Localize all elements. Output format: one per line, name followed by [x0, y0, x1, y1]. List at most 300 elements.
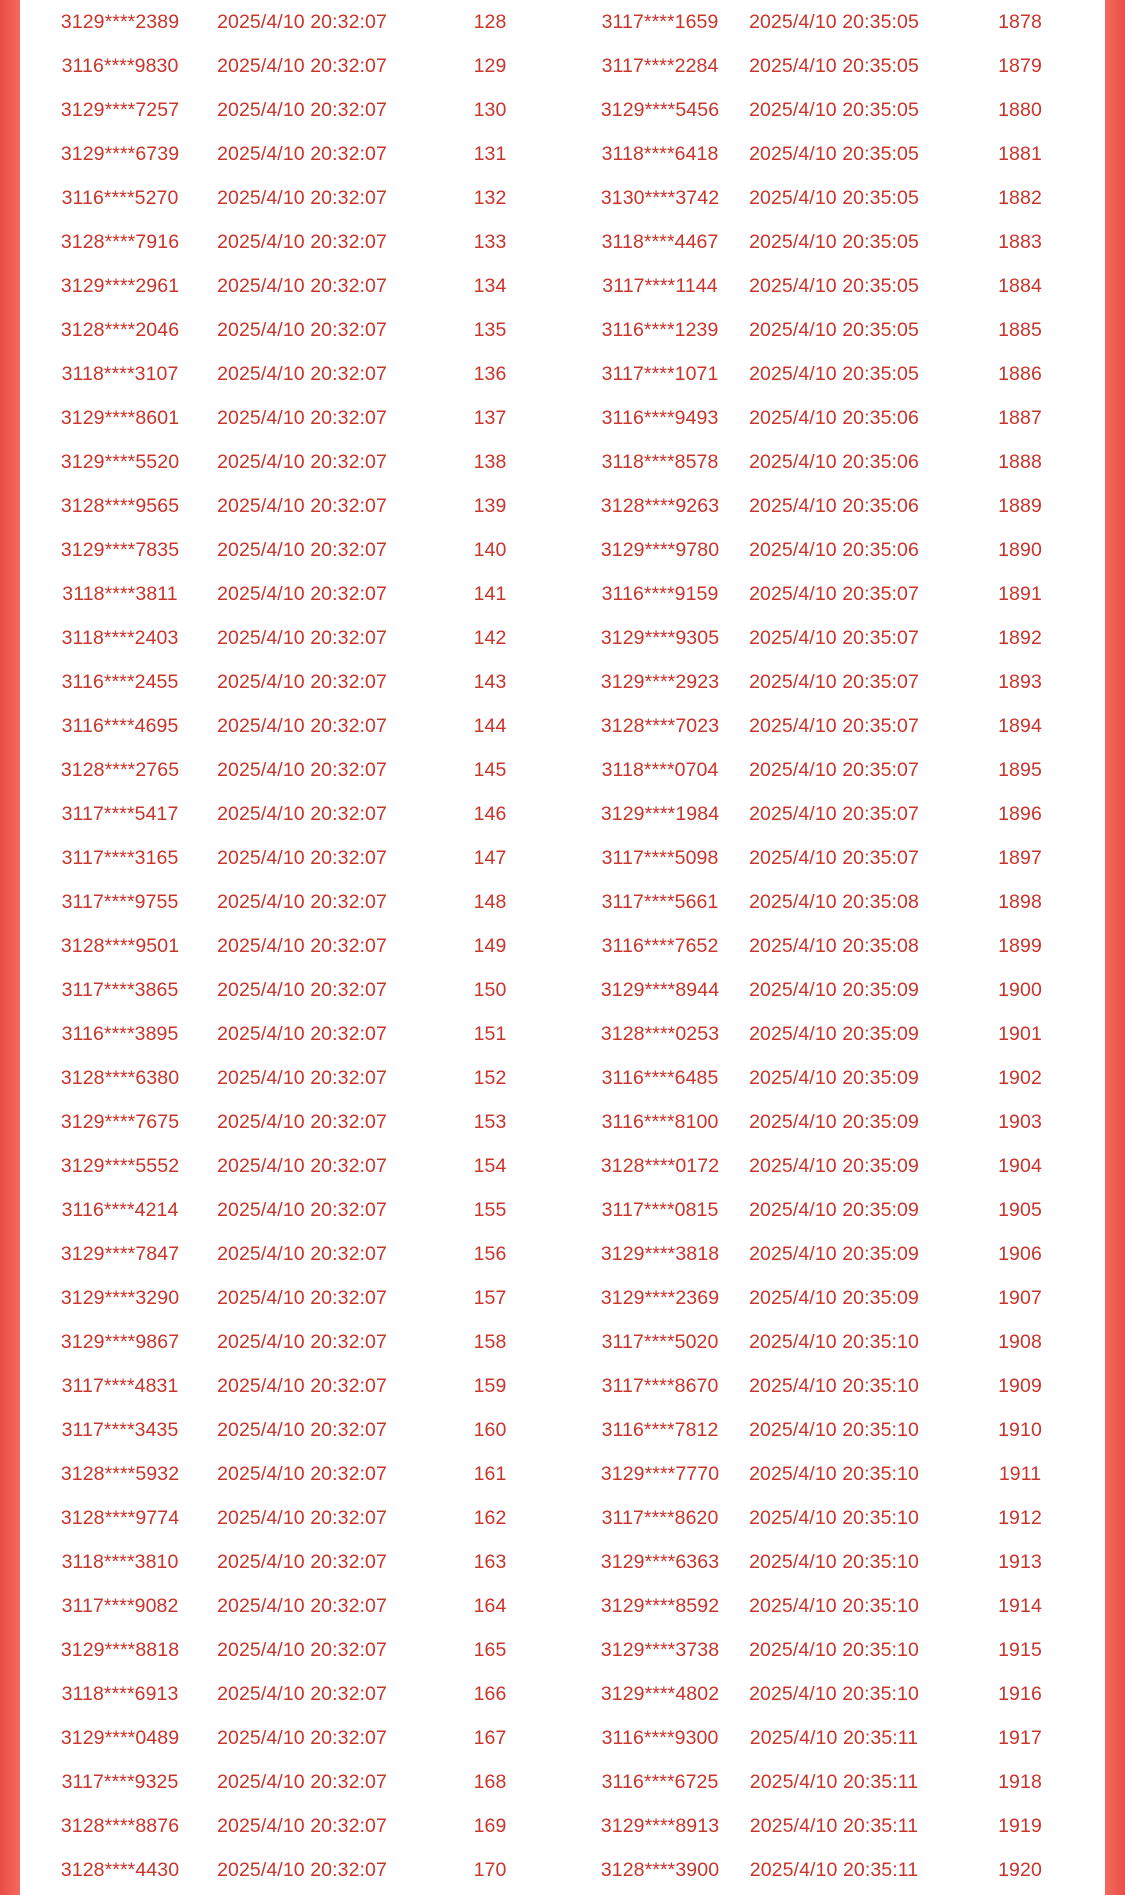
right-time: 2025/4/10 20:35:11: [749, 1815, 919, 1837]
right-rank: 1907: [998, 1287, 1042, 1309]
left-user-id: 3129****5520: [60, 451, 180, 473]
right-user-id: 3117****8670: [601, 1375, 719, 1397]
right-rank: 1886: [998, 363, 1042, 385]
left-user-id: 3116****4214: [61, 1199, 179, 1221]
table-row: [20, 880, 1105, 924]
right-rank: 1920: [998, 1859, 1042, 1881]
right-rank: 1902: [998, 1067, 1042, 1089]
table-row: [20, 968, 1105, 1012]
table-row: [20, 1056, 1105, 1100]
left-time: 2025/4/10 20:32:07: [217, 1419, 387, 1441]
left-user-id: 3129****2389: [60, 11, 180, 33]
right-user-id: 3117****5020: [601, 1331, 719, 1353]
left-rank: 128: [473, 11, 507, 33]
right-time: 2025/4/10 20:35:07: [749, 715, 919, 737]
left-rank: 137: [473, 407, 507, 429]
right-user-id: 3117****1659: [601, 11, 719, 33]
left-rank: 141: [473, 583, 507, 605]
table-row: [20, 572, 1105, 616]
left-rank: 156: [473, 1243, 507, 1265]
right-user-id: 3116****9159: [601, 583, 719, 605]
left-rank: 143: [473, 671, 507, 693]
table-row: [20, 1540, 1105, 1584]
left-user-id: 3128****5932: [60, 1463, 180, 1485]
right-rank: 1878: [998, 11, 1042, 33]
left-time: 2025/4/10 20:32:07: [217, 11, 387, 33]
right-user-id: 3116****6485: [601, 1067, 719, 1089]
left-rank: 152: [473, 1067, 507, 1089]
left-border: [0, 0, 20, 1895]
right-user-id: 3129****9305: [600, 627, 720, 649]
right-user-id: 3129****8913: [600, 1815, 720, 1837]
right-rank: 1900: [998, 979, 1042, 1001]
table-row: [20, 660, 1105, 704]
left-time: 2025/4/10 20:32:07: [217, 671, 387, 693]
right-rank: 1904: [998, 1155, 1042, 1177]
left-user-id: 3129****8818: [60, 1639, 180, 1661]
right-rank: 1894: [998, 715, 1042, 737]
left-time: 2025/4/10 20:32:07: [217, 407, 387, 429]
table-row: [20, 88, 1105, 132]
right-time: 2025/4/10 20:35:08: [749, 891, 919, 913]
left-rank: 169: [473, 1815, 507, 1837]
left-rank: 151: [473, 1023, 507, 1045]
right-rank: 1899: [998, 935, 1042, 957]
right-rank: 1882: [998, 187, 1042, 209]
left-rank: 167: [473, 1727, 507, 1749]
right-user-id: 3117****8620: [601, 1507, 719, 1529]
table-row: [20, 836, 1105, 880]
right-time: 2025/4/10 20:35:09: [749, 1199, 919, 1221]
left-user-id: 3117****3435: [61, 1419, 179, 1441]
left-time: 2025/4/10 20:32:07: [217, 539, 387, 561]
left-time: 2025/4/10 20:32:07: [217, 1375, 387, 1397]
left-time: 2025/4/10 20:32:07: [217, 1067, 387, 1089]
right-rank: 1911: [998, 1463, 1042, 1485]
table-row: [20, 1496, 1105, 1540]
left-rank: 144: [473, 715, 507, 737]
right-time: 2025/4/10 20:35:05: [749, 99, 919, 121]
right-time: 2025/4/10 20:35:09: [749, 1287, 919, 1309]
table-row: [20, 924, 1105, 968]
right-user-id: 3116****7812: [601, 1419, 719, 1441]
right-user-id: 3129****3738: [600, 1639, 720, 1661]
right-rank: 1890: [998, 539, 1042, 561]
right-rank: 1914: [998, 1595, 1042, 1617]
left-user-id: 3117****5417: [61, 803, 179, 825]
right-user-id: 3117****1071: [601, 363, 719, 385]
right-rank: 1917: [998, 1727, 1042, 1749]
table-row: [20, 132, 1105, 176]
left-user-id: 3117****9325: [61, 1771, 179, 1793]
right-rank: 1887: [998, 407, 1042, 429]
right-user-id: 3128****7023: [600, 715, 720, 737]
left-user-id: 3118****6913: [61, 1683, 179, 1705]
left-rank: 157: [473, 1287, 507, 1309]
left-time: 2025/4/10 20:32:07: [217, 319, 387, 341]
left-user-id: 3118****2403: [61, 627, 179, 649]
right-time: 2025/4/10 20:35:10: [749, 1683, 919, 1705]
left-time: 2025/4/10 20:32:07: [217, 231, 387, 253]
right-rank: 1912: [998, 1507, 1042, 1529]
right-user-id: 3116****8100: [601, 1111, 719, 1133]
left-user-id: 3128****2765: [60, 759, 180, 781]
left-rank: 132: [473, 187, 507, 209]
right-time: 2025/4/10 20:35:09: [749, 1111, 919, 1133]
left-time: 2025/4/10 20:32:07: [217, 1287, 387, 1309]
right-rank: 1906: [998, 1243, 1042, 1265]
table-row: [20, 1760, 1105, 1804]
right-user-id: 3116****9493: [601, 407, 719, 429]
right-time: 2025/4/10 20:35:11: [749, 1727, 919, 1749]
left-time: 2025/4/10 20:32:07: [217, 1551, 387, 1573]
right-rank: 1909: [998, 1375, 1042, 1397]
left-user-id: 3117****3865: [61, 979, 179, 1001]
right-user-id: 3129****2369: [600, 1287, 720, 1309]
left-user-id: 3129****7675: [60, 1111, 180, 1133]
left-time: 2025/4/10 20:32:07: [217, 495, 387, 517]
right-user-id: 3117****5098: [601, 847, 719, 869]
table-row: [20, 704, 1105, 748]
left-user-id: 3129****7835: [60, 539, 180, 561]
right-user-id: 3128****9263: [600, 495, 720, 517]
table-row: [20, 176, 1105, 220]
table-row: [20, 308, 1105, 352]
left-time: 2025/4/10 20:32:07: [217, 1331, 387, 1353]
right-rank: 1883: [998, 231, 1042, 253]
right-user-id: 3129****1984: [600, 803, 720, 825]
right-time: 2025/4/10 20:35:09: [749, 1243, 919, 1265]
right-rank: 1910: [998, 1419, 1042, 1441]
left-rank: 161: [473, 1463, 507, 1485]
right-time: 2025/4/10 20:35:10: [749, 1639, 919, 1661]
left-user-id: 3129****6739: [60, 143, 180, 165]
left-rank: 168: [473, 1771, 507, 1793]
right-time: 2025/4/10 20:35:10: [749, 1331, 919, 1353]
left-rank: 139: [473, 495, 507, 517]
left-user-id: 3128****7916: [60, 231, 180, 253]
right-rank: 1888: [998, 451, 1042, 473]
left-user-id: 3129****5552: [60, 1155, 180, 1177]
right-time: 2025/4/10 20:35:06: [749, 539, 919, 561]
right-rank: 1881: [998, 143, 1042, 165]
left-user-id: 3116****4695: [61, 715, 179, 737]
table-row: [20, 440, 1105, 484]
left-time: 2025/4/10 20:32:07: [217, 1639, 387, 1661]
right-user-id: 3128****0253: [600, 1023, 720, 1045]
left-rank: 131: [473, 143, 507, 165]
left-time: 2025/4/10 20:32:07: [217, 715, 387, 737]
left-rank: 163: [473, 1551, 507, 1573]
right-user-id: 3117****1144: [602, 275, 718, 297]
right-time: 2025/4/10 20:35:10: [749, 1463, 919, 1485]
table-row: [20, 1848, 1105, 1892]
right-user-id: 3129****6363: [600, 1551, 720, 1573]
right-time: 2025/4/10 20:35:05: [749, 275, 919, 297]
table-row: [20, 1012, 1105, 1056]
left-time: 2025/4/10 20:32:07: [217, 1683, 387, 1705]
left-user-id: 3118****3811: [62, 583, 178, 605]
left-time: 2025/4/10 20:32:07: [217, 1507, 387, 1529]
left-user-id: 3128****9774: [60, 1507, 180, 1529]
left-rank: 148: [473, 891, 507, 913]
left-rank: 170: [473, 1859, 507, 1881]
table-row: [20, 1584, 1105, 1628]
left-time: 2025/4/10 20:32:07: [217, 1595, 387, 1617]
left-user-id: 3117****9755: [61, 891, 179, 913]
table-row: [20, 1716, 1105, 1760]
left-user-id: 3128****9501: [60, 935, 180, 957]
right-time: 2025/4/10 20:35:07: [749, 671, 919, 693]
left-time: 2025/4/10 20:32:07: [217, 99, 387, 121]
left-rank: 138: [473, 451, 507, 473]
left-user-id: 3117****9082: [61, 1595, 179, 1617]
right-rank: 1908: [998, 1331, 1042, 1353]
right-user-id: 3129****8944: [600, 979, 720, 1001]
left-user-id: 3118****3107: [61, 363, 179, 385]
left-time: 2025/4/10 20:32:07: [217, 759, 387, 781]
right-time: 2025/4/10 20:35:05: [749, 11, 919, 33]
left-user-id: 3117****3165: [61, 847, 179, 869]
right-time: 2025/4/10 20:35:09: [749, 1155, 919, 1177]
right-user-id: 3118****4467: [601, 231, 719, 253]
table-row: [20, 1408, 1105, 1452]
left-user-id: 3117****4831: [61, 1375, 179, 1397]
winner-list-panel: [20, 0, 1105, 1895]
left-time: 2025/4/10 20:32:07: [217, 891, 387, 913]
right-time: 2025/4/10 20:35:08: [749, 935, 919, 957]
left-time: 2025/4/10 20:32:07: [217, 847, 387, 869]
right-user-id: 3118****0704: [601, 759, 719, 781]
left-time: 2025/4/10 20:32:07: [217, 1155, 387, 1177]
left-time: 2025/4/10 20:32:07: [217, 1463, 387, 1485]
left-rank: 145: [473, 759, 507, 781]
left-time: 2025/4/10 20:32:07: [217, 627, 387, 649]
right-rank: 1919: [998, 1815, 1042, 1837]
left-time: 2025/4/10 20:32:07: [217, 1199, 387, 1221]
right-rank: 1885: [998, 319, 1042, 341]
right-border: [1105, 0, 1125, 1895]
table-row: [20, 264, 1105, 308]
right-user-id: 3116****6725: [601, 1771, 719, 1793]
left-rank: 133: [473, 231, 507, 253]
left-time: 2025/4/10 20:32:07: [217, 979, 387, 1001]
right-user-id: 3129****2923: [600, 671, 720, 693]
right-user-id: 3116****7652: [601, 935, 719, 957]
right-time: 2025/4/10 20:35:11: [749, 1771, 919, 1793]
left-time: 2025/4/10 20:32:07: [217, 935, 387, 957]
left-rank: 158: [473, 1331, 507, 1353]
left-time: 2025/4/10 20:32:07: [217, 803, 387, 825]
right-time: 2025/4/10 20:35:10: [749, 1551, 919, 1573]
left-user-id: 3116****9830: [61, 55, 179, 77]
right-time: 2025/4/10 20:35:05: [749, 363, 919, 385]
left-rank: 140: [473, 539, 507, 561]
right-time: 2025/4/10 20:35:05: [749, 55, 919, 77]
left-time: 2025/4/10 20:32:07: [217, 451, 387, 473]
left-user-id: 3129****7847: [60, 1243, 180, 1265]
left-rank: 149: [473, 935, 507, 957]
right-user-id: 3117****0815: [601, 1199, 719, 1221]
right-time: 2025/4/10 20:35:09: [749, 1023, 919, 1045]
left-time: 2025/4/10 20:32:07: [217, 1243, 387, 1265]
left-rank: 162: [473, 1507, 507, 1529]
right-rank: 1892: [998, 627, 1042, 649]
table-row: [20, 352, 1105, 396]
right-user-id: 3118****8578: [601, 451, 719, 473]
right-user-id: 3128****0172: [600, 1155, 720, 1177]
right-time: 2025/4/10 20:35:05: [749, 319, 919, 341]
left-user-id: 3128****2046: [60, 319, 180, 341]
left-user-id: 3116****5270: [61, 187, 179, 209]
right-rank: 1880: [998, 99, 1042, 121]
left-user-id: 3128****6380: [60, 1067, 180, 1089]
table-row: [20, 1364, 1105, 1408]
winner-list-table: [20, 0, 1105, 1892]
left-time: 2025/4/10 20:32:07: [217, 1771, 387, 1793]
right-user-id: 3116****9300: [601, 1727, 719, 1749]
right-time: 2025/4/10 20:35:05: [749, 143, 919, 165]
left-user-id: 3118****3810: [61, 1551, 179, 1573]
table-row: [20, 1804, 1105, 1848]
left-rank: 150: [473, 979, 507, 1001]
right-rank: 1884: [998, 275, 1042, 297]
right-rank: 1898: [998, 891, 1042, 913]
right-rank: 1879: [998, 55, 1042, 77]
left-rank: 142: [473, 627, 507, 649]
right-time: 2025/4/10 20:35:05: [749, 187, 919, 209]
left-user-id: 3129****0489: [60, 1727, 180, 1749]
left-time: 2025/4/10 20:32:07: [217, 143, 387, 165]
table-row: [20, 484, 1105, 528]
right-user-id: 3117****5661: [601, 891, 719, 913]
right-rank: 1913: [998, 1551, 1042, 1573]
left-user-id: 3116****2455: [61, 671, 179, 693]
right-rank: 1918: [998, 1771, 1042, 1793]
right-rank: 1889: [998, 495, 1042, 517]
right-user-id: 3118****6418: [601, 143, 719, 165]
right-time: 2025/4/10 20:35:07: [749, 583, 919, 605]
left-user-id: 3116****3895: [61, 1023, 179, 1045]
left-time: 2025/4/10 20:32:07: [217, 55, 387, 77]
left-rank: 159: [473, 1375, 507, 1397]
right-user-id: 3129****8592: [600, 1595, 720, 1617]
right-user-id: 3117****2284: [601, 55, 719, 77]
left-user-id: 3129****8601: [60, 407, 180, 429]
left-rank: 155: [473, 1199, 507, 1221]
right-rank: 1915: [998, 1639, 1042, 1661]
right-time: 2025/4/10 20:35:10: [749, 1595, 919, 1617]
left-user-id: 3129****2961: [60, 275, 180, 297]
left-time: 2025/4/10 20:32:07: [217, 1727, 387, 1749]
left-user-id: 3129****7257: [60, 99, 180, 121]
left-user-id: 3129****3290: [60, 1287, 180, 1309]
table-row: [20, 616, 1105, 660]
left-rank: 165: [473, 1639, 507, 1661]
table-row: [20, 1628, 1105, 1672]
table-row: [20, 1100, 1105, 1144]
table-row: [20, 792, 1105, 836]
right-rank: 1895: [998, 759, 1042, 781]
right-time: 2025/4/10 20:35:06: [749, 451, 919, 473]
right-user-id: 3116****1239: [601, 319, 719, 341]
left-user-id: 3128****9565: [60, 495, 180, 517]
left-time: 2025/4/10 20:32:07: [217, 583, 387, 605]
right-rank: 1905: [998, 1199, 1042, 1221]
table-row: [20, 44, 1105, 88]
left-rank: 154: [473, 1155, 507, 1177]
right-user-id: 3129****3818: [600, 1243, 720, 1265]
right-user-id: 3129****7770: [600, 1463, 720, 1485]
right-time: 2025/4/10 20:35:07: [749, 627, 919, 649]
right-rank: 1893: [998, 671, 1042, 693]
left-rank: 164: [473, 1595, 507, 1617]
right-time: 2025/4/10 20:35:09: [749, 979, 919, 1001]
table-row: [20, 1320, 1105, 1364]
right-time: 2025/4/10 20:35:10: [749, 1375, 919, 1397]
right-user-id: 3129****5456: [600, 99, 720, 121]
left-time: 2025/4/10 20:32:07: [217, 275, 387, 297]
left-rank: 135: [473, 319, 507, 341]
right-time: 2025/4/10 20:35:05: [749, 231, 919, 253]
left-rank: 147: [473, 847, 507, 869]
left-rank: 129: [473, 55, 507, 77]
left-time: 2025/4/10 20:32:07: [217, 1859, 387, 1881]
right-rank: 1897: [998, 847, 1042, 869]
table-row: [20, 1452, 1105, 1496]
table-row: [20, 396, 1105, 440]
table-row: [20, 1144, 1105, 1188]
left-rank: 136: [473, 363, 507, 385]
table-row: [20, 1232, 1105, 1276]
right-user-id: 3130****3742: [600, 187, 720, 209]
left-time: 2025/4/10 20:32:07: [217, 187, 387, 209]
left-user-id: 3129****9867: [60, 1331, 180, 1353]
table-row: [20, 528, 1105, 572]
left-rank: 166: [473, 1683, 507, 1705]
right-time: 2025/4/10 20:35:06: [749, 407, 919, 429]
right-time: 2025/4/10 20:35:09: [749, 1067, 919, 1089]
table-row: [20, 220, 1105, 264]
right-rank: 1903: [998, 1111, 1042, 1133]
table-row: [20, 0, 1105, 44]
left-rank: 146: [473, 803, 507, 825]
left-time: 2025/4/10 20:32:07: [217, 363, 387, 385]
right-time: 2025/4/10 20:35:07: [749, 803, 919, 825]
table-row: [20, 1188, 1105, 1232]
left-user-id: 3128****8876: [60, 1815, 180, 1837]
table-row: [20, 1672, 1105, 1716]
left-rank: 134: [473, 275, 507, 297]
right-user-id: 3129****9780: [600, 539, 720, 561]
left-time: 2025/4/10 20:32:07: [217, 1815, 387, 1837]
right-rank: 1916: [998, 1683, 1042, 1705]
left-rank: 153: [473, 1111, 507, 1133]
right-time: 2025/4/10 20:35:11: [749, 1859, 919, 1881]
right-time: 2025/4/10 20:35:07: [749, 847, 919, 869]
table-row: [20, 748, 1105, 792]
right-user-id: 3128****3900: [600, 1859, 720, 1881]
right-time: 2025/4/10 20:35:06: [749, 495, 919, 517]
right-rank: 1896: [998, 803, 1042, 825]
left-rank: 130: [473, 99, 507, 121]
left-time: 2025/4/10 20:32:07: [217, 1111, 387, 1133]
left-user-id: 3128****4430: [60, 1859, 180, 1881]
right-time: 2025/4/10 20:35:07: [749, 759, 919, 781]
left-time: 2025/4/10 20:32:07: [217, 1023, 387, 1045]
left-rank: 160: [473, 1419, 507, 1441]
right-rank: 1901: [998, 1023, 1042, 1045]
